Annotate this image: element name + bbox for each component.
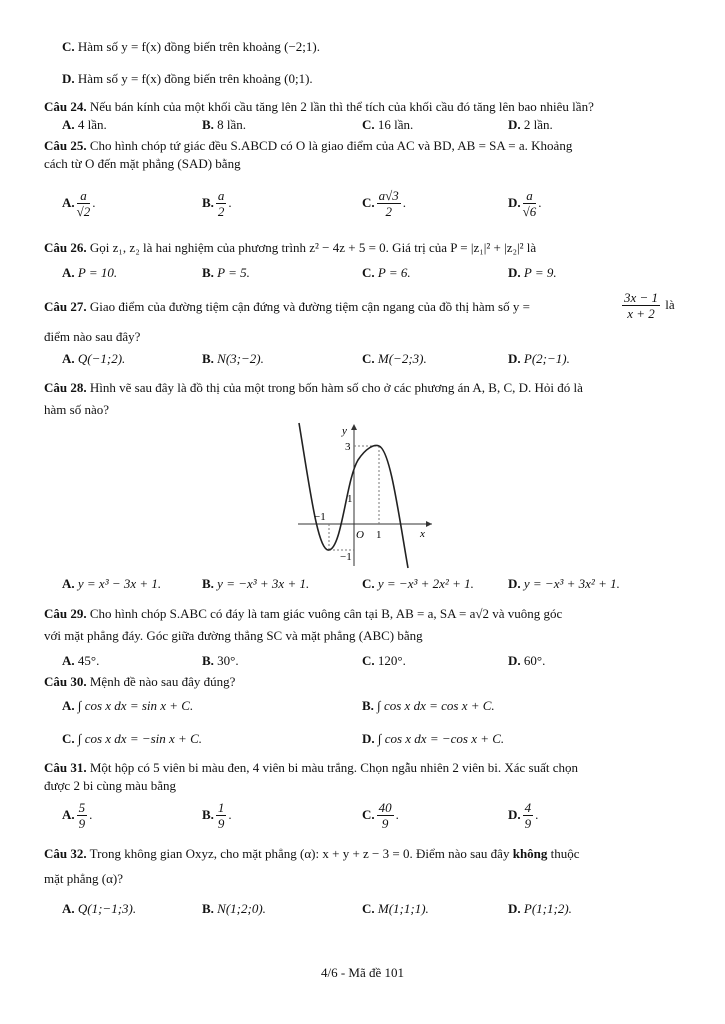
label-y-neg1: −1 [340, 551, 352, 563]
question-28-line2: hàm số nào? [44, 402, 109, 417]
function-graph [290, 420, 440, 570]
q27-option-b: B. N(3;−2). [202, 351, 264, 366]
q30-option-b: B. ∫ cos x dx = cos x + C. [362, 698, 495, 713]
q25-option-c: C. $\frac{a√3}{2}$ . [362, 188, 407, 219]
question-31-line2: được 2 bi cùng màu bằng [44, 778, 176, 793]
question-29: Câu 29. Cho hình chóp S.ABC có đáy là tam giác vuông cân tại B, AB = a, SA = a√2 và vuông góc [44, 606, 563, 621]
q31-option-b: B. $\frac{1}{9}$ . [202, 800, 232, 831]
q28-option-d: D. y = −x³ + 3x² + 1. [508, 576, 620, 591]
q32-option-a: A. Q(1;−1;3). [62, 901, 137, 916]
question-28: Câu 28. Hình vẽ sau đây là đồ thị của một trong bốn hàm số cho ở các phương án A, B, C, D. Hỏi đó là [44, 380, 583, 395]
q28-option-a: A. y = x³ − 3x + 1. [62, 576, 162, 591]
q25-option-b: B. $\frac{a}{2}$ . [202, 188, 232, 219]
q30-option-d: D. ∫ cos x dx = −cos x + C. [362, 731, 505, 746]
y-axis-arrow [351, 424, 357, 430]
q24-option-a: A. 4 lần. [62, 117, 107, 132]
question-27: Câu 27. Giao điểm của đường tiệm cận đứng và đường tiệm cận ngang của đồ thị hàm số y = [44, 299, 530, 314]
question-25: Câu 25. Cho hình chóp tứ giác đều S.ABCD có O là giao điểm của AC và BD, AB = SA = a. Khoảng [44, 138, 573, 153]
q24-option-b: B. 8 lần. [202, 117, 247, 132]
q28-option-b: B. y = −x³ + 3x + 1. [202, 576, 310, 591]
q27-fraction: $\frac{3x - 1}{x + 2}$ là [624, 290, 675, 321]
q26-option-a: A. P = 10. [62, 265, 118, 280]
q26-option-b: B. P = 5. [202, 265, 250, 280]
q24-option-c: C. 16 lần. [362, 117, 414, 132]
q26-option-c: C. P = 6. [362, 265, 411, 280]
q29-option-a: A. 45°. [62, 653, 100, 668]
question-31: Câu 31. Một hộp có 5 viên bi màu đen, 4 viên bi màu trắng. Chọn ngẫu nhiên 2 viên bi. Xác suất chọn [44, 760, 579, 775]
question-27-line2: điểm nào sau đây? [44, 329, 141, 344]
q31-option-a: A. $\frac{5}{9}$ . [62, 800, 93, 831]
question-26: Câu 26. Gọi z₁, z₂ là hai nghiệm của phương trình z² − 4z + 5 = 0. Giá trị của P = |z₁|² + |z₂|² là [44, 240, 537, 255]
question-32-line2: mặt phẳng (α)? [44, 871, 124, 886]
y-axis-label: y [342, 425, 347, 437]
label-y-3: 3 [345, 441, 351, 453]
question-32: Câu 32. Trong không gian Oxyz, cho mặt phẳng (α): x + y + z − 3 = 0. Điểm nào sau đây không thuộc [44, 846, 580, 861]
q31-option-d: D. $\frac{4}{9}$ . [508, 800, 539, 831]
q32-option-d: D. P(1;1;2). [508, 901, 572, 916]
q30-option-a: A. ∫ cos x dx = sin x + C. [62, 698, 194, 713]
q32-option-b: B. N(1;2;0). [202, 901, 266, 916]
q25-option-a: A. $\frac{a}{√2}$ . [62, 188, 96, 219]
q27-option-d: D. P(2;−1). [508, 351, 570, 366]
q32-option-c: C. M(1;1;1). [362, 901, 429, 916]
x-axis-arrow [426, 521, 432, 527]
q29-option-b: B. 30°. [202, 653, 239, 668]
question-24: Câu 24. Nếu bán kính của một khối cầu tăng lên 2 lần thì thể tích của khối cầu đó tăng lên bao nhiêu lần? [44, 99, 594, 114]
q24-option-d: D. 2 lần. [508, 117, 553, 132]
prev-option-c: C. Hàm số y = f(x) đồng biến trên khoảng (−2;1). [62, 39, 321, 54]
q27-option-c: C. M(−2;3). [362, 351, 427, 366]
origin-label: O [356, 529, 364, 541]
question-29-line2: với mặt phẳng đáy. Góc giữa đường thẳng SC và mặt phẳng (ABC) bằng [44, 628, 423, 643]
label-x-neg1: −1 [314, 511, 326, 523]
q28-option-c: C. y = −x³ + 2x² + 1. [362, 576, 474, 591]
q25-option-d: D. $\frac{a}{√6}$ . [508, 188, 542, 219]
question-25-line2: cách từ O đến mặt phẳng (SAD) bằng [44, 156, 241, 171]
x-axis-label: x [420, 528, 425, 540]
q27-option-a: A. Q(−1;2). [62, 351, 126, 366]
q30-option-c: C. ∫ cos x dx = −sin x + C. [62, 731, 202, 746]
prev-option-d: D. Hàm số y = f(x) đồng biến trên khoảng (0;1). [62, 71, 313, 86]
q29-option-c: C. 120°. [362, 653, 406, 668]
page-footer: 4/6 - Mã đề 101 [320, 965, 405, 980]
q31-option-c: C. $\frac{40}{9}$ . [362, 800, 399, 831]
q29-option-d: D. 60°. [508, 653, 546, 668]
label-y-1: 1 [347, 493, 353, 505]
label-x-1: 1 [376, 529, 382, 541]
q26-option-d: D. P = 9. [508, 265, 557, 280]
question-30: Câu 30. Mệnh đề nào sau đây đúng? [44, 674, 236, 689]
